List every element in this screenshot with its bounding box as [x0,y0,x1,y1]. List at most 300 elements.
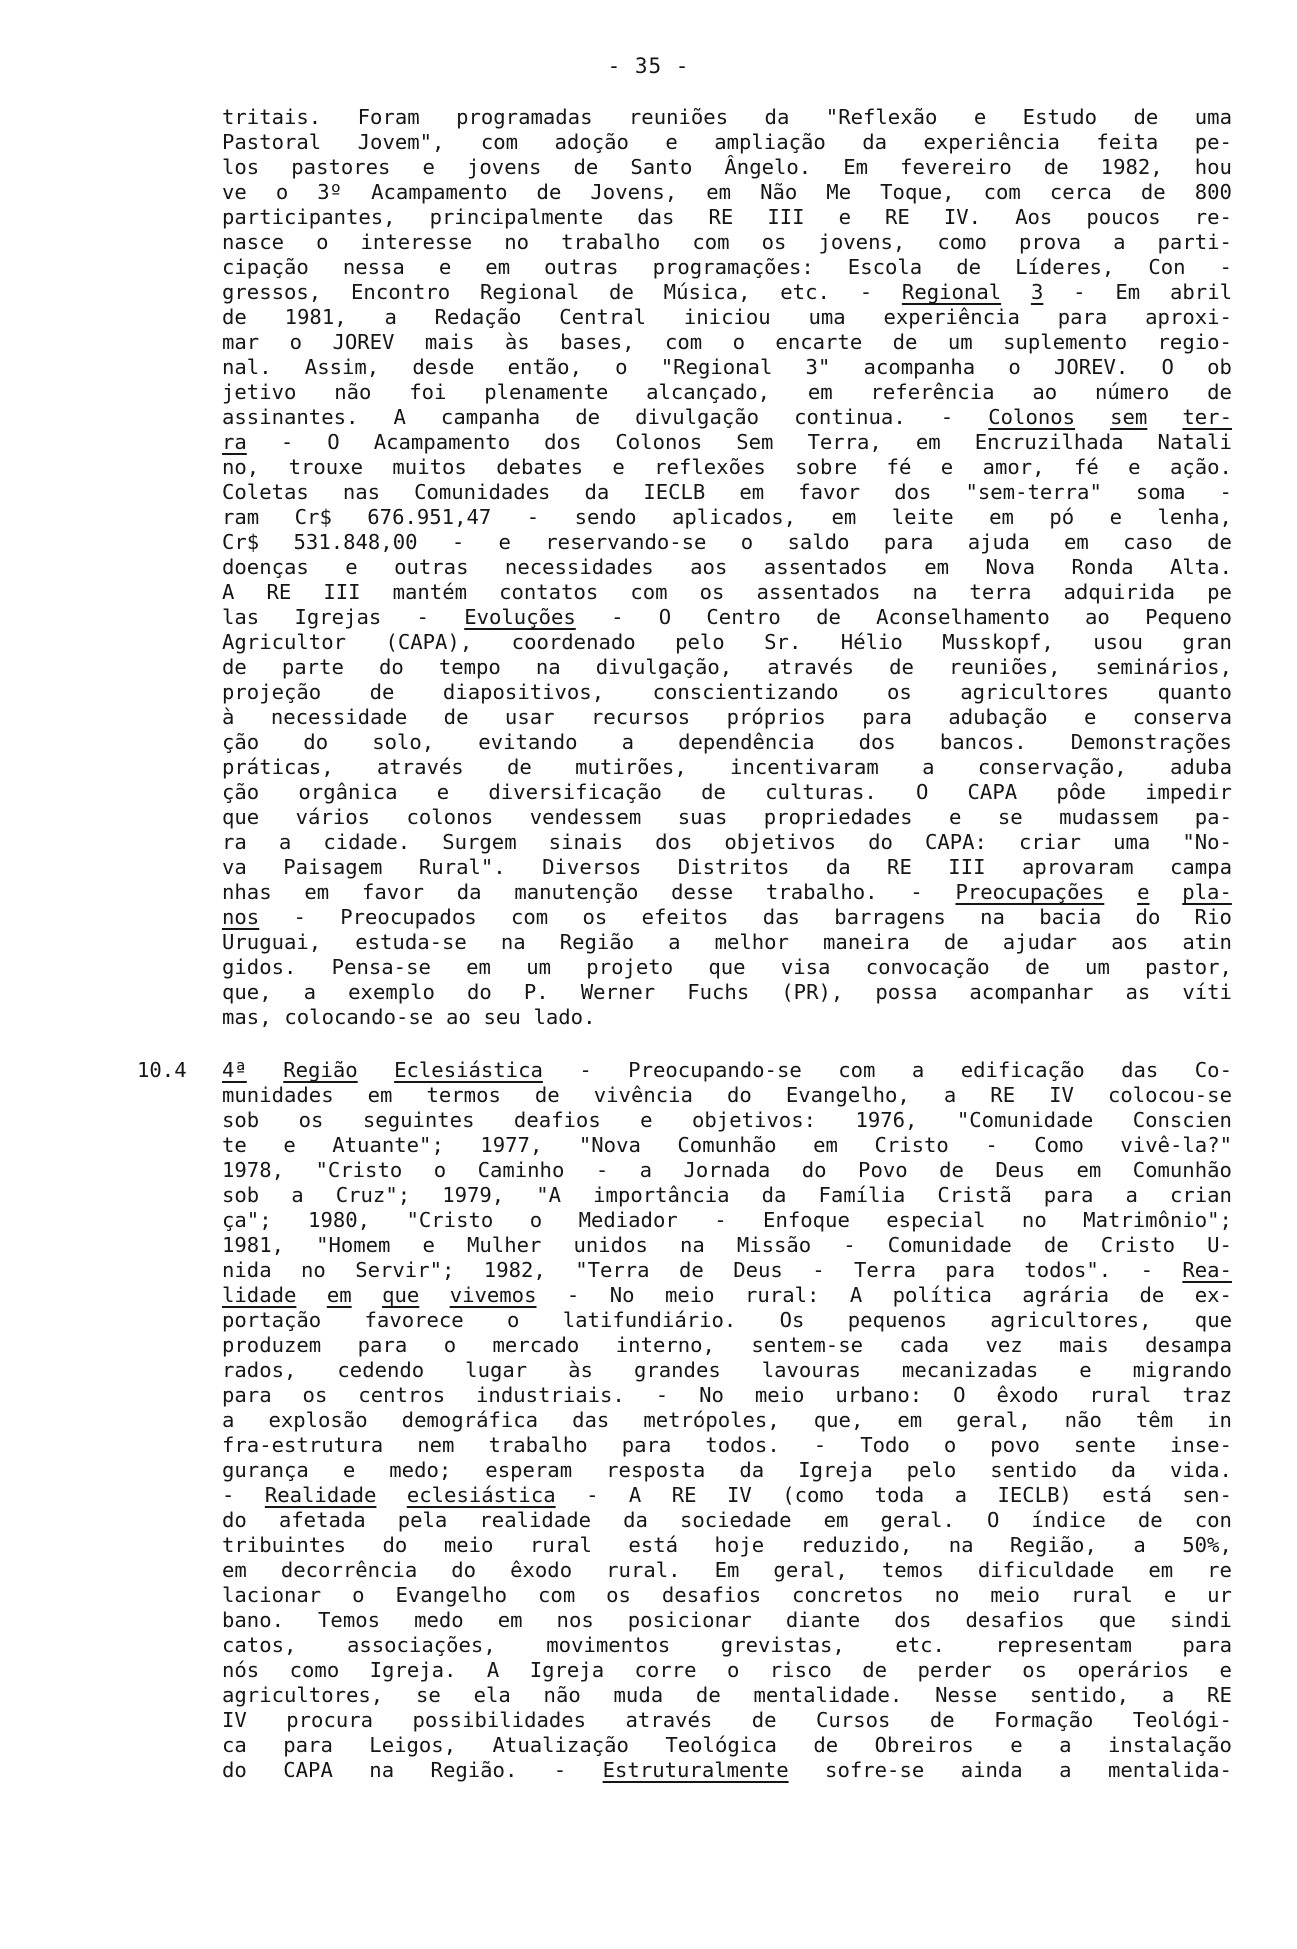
text-word: Demonstrações [1070,730,1232,754]
text-word: de [816,605,841,629]
text-word: etc. [895,1633,945,1657]
text-word: de [813,1733,839,1757]
text-word: ajuda [967,530,1030,554]
text-word: Cristo [1100,1233,1176,1257]
text-word: ça"; [222,1208,272,1232]
text-word: sob [222,1183,260,1207]
text-word: 3º [317,180,343,204]
text-word: de [892,330,918,354]
text-word: in [1207,1408,1232,1432]
text-word: em [739,480,765,504]
text-word: IV. [943,205,982,229]
text-word: Encruzilhada [974,430,1124,454]
text-word: - [985,1133,998,1157]
text-word: seu [483,1005,521,1029]
text-word: a [943,1083,957,1107]
underlined-heading-word: Estruturalmente [602,1758,789,1782]
text-word: evitando [478,730,578,754]
text-word: do [868,830,893,854]
text-word: geral, [956,1408,1031,1432]
text-word: o [443,1333,457,1357]
text-word: desampa [1145,1333,1232,1357]
text-word: desse [671,880,734,904]
text-word: que [222,805,260,829]
text-word: ra [222,830,247,854]
text-word: O [986,1508,1000,1532]
text-word: Jornada [683,1158,771,1182]
text-word: Foram [357,105,420,129]
text-word: a [291,1183,304,1207]
text-word: a [954,1483,968,1507]
text-word: das [572,1408,610,1432]
text-word: etc. [780,280,830,304]
text-word: RE [885,205,910,229]
text-word: Os [779,1308,805,1332]
text-word: Estudo [1022,105,1098,129]
text-word: quanto [1157,680,1232,704]
text-word: pastores [291,155,391,179]
text-word: A [222,580,235,604]
text-word: interesse [360,230,473,254]
text-word: Aconselhamento [876,605,1050,629]
text-word: jovens, [818,230,906,254]
text-word: da [761,1183,787,1207]
text-word: programações: [652,255,814,279]
text-word: em [466,955,491,979]
text-word: um [526,955,552,979]
text-word: 1981, [284,305,347,329]
text-word: corre [634,1658,697,1682]
text-word: da [862,130,888,154]
text-word: solo, [372,730,435,754]
text-word: Jovens, [590,180,678,204]
text-word: re [1207,1558,1232,1582]
text-word: cerca [1049,180,1112,204]
text-word: Em [1115,280,1141,304]
text-word: diversificação [488,780,662,804]
text-word: da [623,1508,648,1532]
text-word: interno, [615,1333,715,1357]
text-word: em [485,255,511,279]
text-line [222,905,1232,930]
text-line [222,1508,1232,1533]
text-word: que [708,955,746,979]
text-word: em [915,430,941,454]
text-word: Uruguai, [222,930,322,954]
text-line [222,605,1232,630]
text-word: com [692,230,730,254]
text-word: "Comunidade [956,1108,1094,1132]
text-word: foi [409,380,447,404]
text-word: Deus [733,1258,783,1282]
text-word: vivê-la?" [1120,1133,1232,1157]
text-word: te [222,1133,247,1157]
text-word: RE [990,1083,1016,1107]
text-word: pela [397,1508,448,1532]
text-word: através [376,755,464,779]
text-word: Assim, [304,355,380,379]
text-word: do [303,730,329,754]
text-word: Comunhão [677,1133,777,1157]
text-word: pôde [1056,780,1106,804]
text-word: em [897,1408,923,1432]
text-word: bacia [1039,905,1102,929]
text-word: e [422,155,435,179]
text-word: um [947,330,973,354]
text-word: o [732,330,745,354]
text-word: possibilidades [412,1708,587,1732]
text-word: III [323,580,361,604]
text-word: Con [1148,255,1186,279]
text-word: manutenção [514,880,639,904]
text-word: colocando-se [284,1005,434,1029]
text-word: suplemento [1003,330,1128,354]
text-word: para [883,530,934,554]
text-line [222,555,1232,580]
text-line [222,205,1232,230]
text-word: instalação [1107,1733,1232,1757]
text-word: Me [826,180,852,204]
text-word: das [637,205,675,229]
text-word: - [553,1758,567,1782]
text-word: sob [222,1108,260,1132]
text-word: Nova [985,555,1036,579]
text-word: pastor, [1145,955,1232,979]
text-word: e [1010,1733,1023,1757]
text-word: o [352,1583,365,1607]
text-word: os [761,230,787,254]
text-word: o [726,1658,740,1682]
text-word: então, [507,355,582,379]
text-line [222,305,1232,330]
text-word: latifundiário. [562,1308,737,1332]
text-word: IECLB [643,480,706,504]
text-word: a [1161,1683,1175,1707]
text-line [222,1408,1232,1433]
text-word: "sem-terra" [965,480,1102,504]
text-word: parti- [1157,230,1232,254]
text-word: sindi [1169,1608,1232,1632]
text-word: em [304,880,330,904]
text-word: O [327,430,340,454]
text-word: as [1125,980,1151,1004]
text-word: - [714,1208,727,1232]
text-word: A [486,1658,500,1682]
text-word: aplicados, [672,505,796,529]
text-word: divulgação [635,405,760,429]
text-word: "Terra [575,1258,650,1282]
text-line [222,380,1232,405]
text-word: a [922,755,935,779]
text-word: industriais. [476,1383,625,1407]
text-word: Música, [663,280,751,304]
text-line [222,1058,1232,1083]
text-line [222,255,1232,280]
text-word: de [1207,530,1232,554]
text-line [222,680,1232,705]
text-word: cidade. [323,830,411,854]
text-word: aos [1111,930,1149,954]
text-word: centros [358,1383,446,1407]
underlined-heading-word: Região [283,1058,358,1082]
text-word: campanha [440,405,541,429]
underlined-heading-word: 4ª [222,1058,247,1082]
text-word: a [278,830,292,854]
text-word: Cruz"; [335,1183,411,1207]
text-word: Acampamento [371,180,508,204]
text-word: a [1059,1733,1072,1757]
text-word: jovens [467,155,542,179]
text-word: e [498,530,511,554]
text-word: em [497,1608,523,1632]
underlined-heading-word: vivemos [449,1283,537,1307]
text-word: de [1137,1508,1163,1532]
text-word: todos". [1024,1258,1112,1282]
text-word: edificação [960,1058,1085,1082]
text-word: ve [222,180,247,204]
text-word: metrópoles, [643,1408,780,1432]
text-word: Nesse [935,1683,998,1707]
text-word: desde [412,355,475,379]
text-word: povo [990,1433,1040,1457]
text-word: da [456,880,482,904]
text-word: nessa [342,255,405,279]
text-word: de [929,1708,955,1732]
text-word: concretos [792,1583,904,1607]
text-word: Coletas [222,480,309,504]
section-text-block [222,1058,1232,1783]
text-word: (CAPA), [385,630,473,654]
text-line [222,230,1232,255]
text-word: conscientizando [652,680,839,704]
text-word: 800 [1194,180,1232,204]
text-word: tribuintes [222,1533,346,1557]
text-word: através [625,1708,713,1732]
text-line [222,1708,1232,1733]
text-word: representam [995,1633,1132,1657]
text-line [222,1383,1232,1408]
text-word: Pensa-se [331,955,431,979]
text-word: em [1148,1558,1174,1582]
text-word: de [1133,105,1159,129]
text-word: suas [677,805,728,829]
text-word: às [504,330,530,354]
text-word: na [948,1533,974,1557]
text-word: seminários, [1095,655,1232,679]
underlined-heading-word: Rea- [1182,1258,1232,1282]
text-word: ex- [1194,1283,1232,1307]
text-word: da [584,480,610,504]
text-line [222,1333,1232,1358]
text-word: como [289,1658,340,1682]
underlined-heading-word: Eclesiástica [394,1058,543,1082]
text-word: de [1207,380,1232,404]
text-word: regio- [1157,330,1232,354]
text-word: Aos [1015,205,1053,229]
text-word: em [706,180,732,204]
text-word: o [507,1308,520,1332]
text-word: 1980, [308,1208,371,1232]
text-word: va [222,855,247,879]
underlined-heading-word: Regional [901,280,1002,304]
text-word: e [612,455,625,479]
text-word: - [910,880,923,904]
text-word: Regional [480,280,580,304]
text-word: em [823,1508,849,1532]
text-word: os [887,680,912,704]
text-word: pe- [1194,130,1232,154]
text-word: "Regional [660,355,773,379]
text-word: agricultores, [990,1308,1152,1332]
text-word: P. [523,980,549,1004]
text-word: no [301,1258,326,1282]
text-line [222,1633,1232,1658]
text-word: 1982, [483,1258,546,1282]
text-word: não [334,380,372,404]
text-word: gidos. [222,955,297,979]
text-word: - [293,905,306,929]
text-word: de [575,405,600,429]
text-word: explosão [268,1408,368,1432]
text-line [222,1558,1232,1583]
text-line [222,1208,1232,1233]
text-word: com [510,905,549,929]
text-word: do [451,1558,477,1582]
text-word: sociedade [679,1508,792,1532]
text-word: e [1079,1358,1092,1382]
text-word: Pastoral [222,130,322,154]
text-word: do [378,655,404,679]
text-word: de [222,305,247,329]
text-word: nem [417,1433,455,1457]
text-word: A [849,1283,863,1307]
body-text-block [222,105,1232,1030]
text-word: principalmente [429,205,604,229]
text-word: Formação [994,1708,1094,1732]
text-word: reduzido, [800,1533,913,1557]
text-word: ção [222,730,260,754]
text-word: assentados [756,580,881,604]
text-word: Atualização [492,1733,629,1757]
text-word: Pequeno [1145,605,1232,629]
text-word: vários [295,805,371,829]
text-word: de [862,1658,888,1682]
text-word: o [943,1433,957,1457]
text-word: mentalida- [1107,1758,1232,1782]
text-word: o [316,230,329,254]
text-line [222,1108,1232,1133]
text-word: o [1008,355,1021,379]
text-word: Como [1034,1133,1084,1157]
text-word: aprovaram [1021,855,1134,879]
text-word: dos [655,830,693,854]
text-word: outras [394,555,469,579]
text-word: de [695,1683,721,1707]
text-word: reflexões [654,455,766,479]
text-word: a [621,730,634,754]
text-word: a [1059,1758,1072,1782]
text-line [222,805,1232,830]
text-word: produzem [222,1333,322,1357]
underlined-heading-word: Colonos [988,405,1076,429]
text-word: encarte [775,330,863,354]
text-word: o [275,180,289,204]
text-word: 1977, [480,1133,543,1157]
text-line [222,1658,1232,1683]
text-word: Cr$ [222,530,260,554]
text-word: pequenos [847,1308,947,1332]
text-word: Musskopf, [942,630,1054,654]
text-word: CAPA [283,1758,333,1782]
text-word: da [764,105,790,129]
text-word: pa- [1194,805,1232,829]
text-word: e [436,780,450,804]
text-word: Região. [430,1758,518,1782]
text-word: a [303,980,317,1004]
text-word: lenha, [1157,505,1232,529]
text-line [222,780,1232,805]
text-word: de [1139,1283,1165,1307]
text-word: ur [1207,1583,1232,1607]
text-word: demográfica [401,1408,539,1432]
text-line [222,155,1232,180]
text-word: catos, [222,1633,297,1657]
text-word: para [945,1258,995,1282]
text-word: - [655,1383,669,1407]
text-word: e [665,130,678,154]
text-word: víti [1182,980,1232,1004]
text-word: na [500,930,526,954]
text-word: urbano: [835,1383,923,1407]
text-word: rural: [745,1283,820,1307]
text-word: Igrejas [294,605,382,629]
text-word: Líderes, [1015,255,1115,279]
underlined-heading-word: lidade [222,1283,297,1307]
text-word: Sr. [764,630,802,654]
text-word: sentido [990,1458,1078,1482]
text-word: (como [782,1483,845,1507]
text-word: sendo [574,505,637,529]
text-word: de [222,655,247,679]
text-word: Deus [995,1158,1045,1182]
underlined-heading-word: Realidade [264,1483,377,1507]
text-line [222,1483,1232,1508]
text-word: dificuldade [977,1558,1115,1582]
text-word: Em [843,155,869,179]
text-line [222,1258,1232,1283]
text-word: Surgem [442,830,517,854]
text-word: na [535,655,561,679]
text-word: - [843,1233,856,1257]
text-word: "A [536,1183,562,1207]
text-word: - [280,430,294,454]
text-line [222,930,1232,955]
text-word: "Cristo [315,1158,403,1182]
text-word: número [1094,380,1170,404]
text-word: ajudar [1002,930,1078,954]
text-word: termos [426,1083,501,1107]
text-word: - [1073,280,1086,304]
text-word: de [534,1083,560,1107]
text-word: incentivaram [730,755,879,779]
text-word: ao [1085,605,1110,629]
text-word: - [611,605,624,629]
text-word: "Nova [578,1133,641,1157]
text-word: em [1064,530,1089,554]
text-word: para [621,1433,672,1457]
text-word: adoção [554,130,629,154]
text-word: do [1135,905,1161,929]
